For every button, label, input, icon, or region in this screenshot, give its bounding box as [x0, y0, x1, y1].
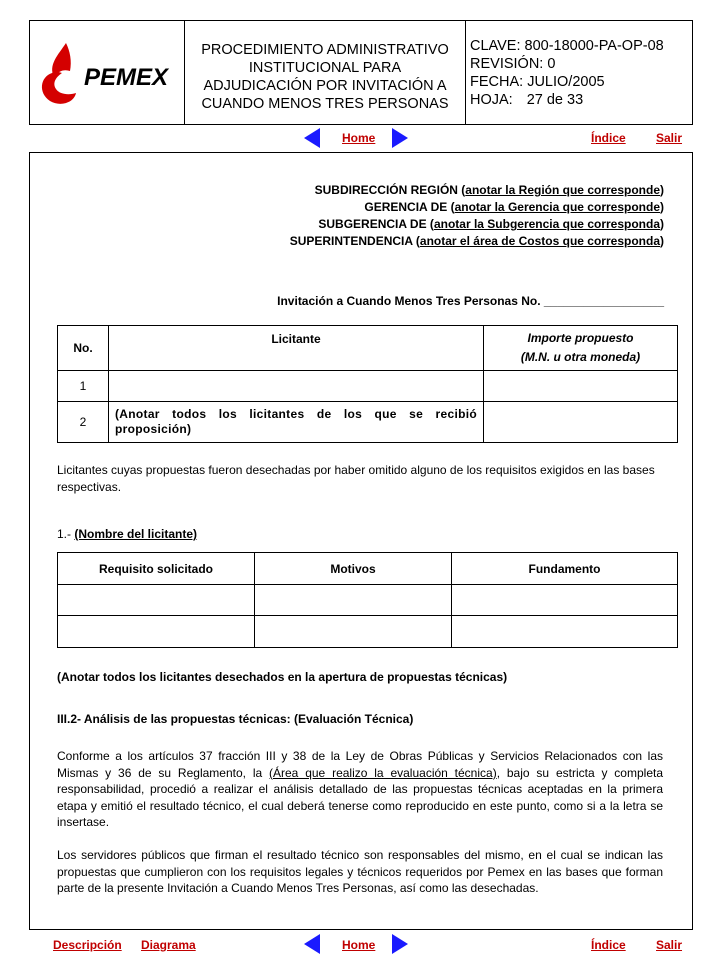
- org-line-gerencia: GERENCIA DE (anotar la Gerencia que corresponde): [364, 200, 664, 214]
- anotar-desechados: (Anotar todos los licitantes desechados en la apertura de propuestas técnicas): [57, 670, 508, 684]
- clave: CLAVE: 800-18000-PA-OP-08: [470, 38, 664, 54]
- col-licitante-header: Licitante: [109, 326, 484, 371]
- row1-licitante: [109, 371, 484, 402]
- col-importe-header: [484, 326, 678, 371]
- paragraph-1: Conforme a los artículos 37 fracción III y 38 de la Ley de Obras Públicas y Servicios Relacionados con las Mismas y 36 de su Reglamento, la (Área que realizo la evaluación técnica), bajo su estricta y completa responsabilidad, procedió a realizar el análisis detallado de las propuestas técnicas aceptadas en la primera etapa y emitió el resultado técnico, el cual deberá tenerse como reproducido en este punto, como si a la letra se insertase.: [57, 749, 664, 829]
- next-arrow-bottom-icon[interactable]: [390, 933, 410, 955]
- pemex-eagle-icon: [30, 21, 184, 124]
- pemex-wordmark: PEMEX: [84, 64, 169, 91]
- org-lines: [160, 182, 664, 250]
- org-line-subdireccion: SUBDIRECCIÓN REGIÓN (anotar la Región que corresponde): [314, 183, 664, 197]
- indice-link-bottom[interactable]: Índice: [591, 938, 626, 952]
- document-header: [29, 20, 693, 125]
- row2-importe: [484, 402, 678, 443]
- table-row: [58, 402, 678, 443]
- item-1-name: (Nombre del licitante): [74, 527, 198, 541]
- revision: REVISIÓN: 0: [470, 56, 556, 72]
- prev-arrow-icon[interactable]: [302, 127, 322, 149]
- pemex-logo: [30, 21, 185, 124]
- item-1: [57, 527, 197, 541]
- document-info: [470, 37, 664, 109]
- title-line-2: INSTITUCIONAL PARA: [248, 59, 402, 76]
- prev-arrow-bottom-icon[interactable]: [302, 933, 322, 955]
- row1-importe: [484, 371, 678, 402]
- paragraph-2: Los servidores públicos que firman el resultado técnico son responsables del mismo, en el cual se indican las propuestas que cumplieron con los requisitos legales y técnicos requeridos por Pemex en las bases que forman parte de la presente Invitación a Cuando Menos Tres Personas, así como las desechadas.: [57, 848, 663, 895]
- title-line-4: CUANDO MENOS TRES PERSONAS: [201, 95, 449, 112]
- title-line-3: ADJUDICACIÓN POR INVITACIÓN A: [203, 77, 447, 94]
- table-row: [58, 616, 678, 648]
- table-header-row: [58, 326, 678, 371]
- procedure-title: [185, 21, 466, 124]
- indice-link-top[interactable]: Índice: [591, 131, 626, 145]
- row1-no: 1: [58, 371, 109, 402]
- home-link-top[interactable]: Home: [342, 131, 376, 145]
- desechadas-text: Licitantes cuyas propuestas fueron desechadas por haber omitido alguno de los requisitos exigidos en las bases respectivas.: [57, 463, 655, 494]
- col-requisito-header: Requisito solicitado: [58, 553, 255, 585]
- hoja-value: 27 de 33: [526, 92, 584, 108]
- importe-line-2: (M.N. u otra moneda): [520, 350, 641, 364]
- row2-no: 2: [58, 402, 109, 443]
- col-no-header: No.: [58, 326, 109, 371]
- salir-link-bottom[interactable]: Salir: [656, 938, 683, 952]
- title-line-1: PROCEDIMIENTO ADMINISTRATIVO: [201, 41, 449, 58]
- section-heading: III.2- Análisis de las propuestas técnicas: (Evaluación Técnica): [57, 712, 414, 726]
- org-line-subgerencia: SUBGERENCIA DE (anotar la Subgerencia que corresponda): [318, 217, 664, 231]
- org-line-superintendencia: SUPERINTENDENCIA (anotar el área de Costos que corresponda): [289, 234, 664, 248]
- diagrama-link[interactable]: Diagrama: [141, 938, 196, 952]
- col-motivos-header: Motivos: [255, 553, 452, 585]
- home-link-bottom[interactable]: Home: [342, 938, 376, 952]
- row2-licitante: (Anotar todos los licitantes de los que se recibió proposición): [109, 402, 484, 443]
- descripcion-link[interactable]: Descripción: [53, 938, 122, 952]
- table-row: [58, 585, 678, 616]
- col-fundamento-header: Fundamento: [452, 553, 678, 585]
- importe-line-1: Importe propuesto: [527, 331, 634, 345]
- requisitos-table: [57, 552, 678, 648]
- salir-link-top[interactable]: Salir: [656, 131, 683, 145]
- table-header-row: [58, 553, 678, 585]
- invitacion-number: Invitación a Cuando Menos Tres Personas No. __________________: [277, 294, 664, 308]
- hoja: [470, 91, 664, 109]
- table-row: [58, 371, 678, 402]
- hoja-label: HOJA:: [470, 92, 513, 108]
- fecha: FECHA: JULIO/2005: [470, 74, 605, 90]
- item-1-number: 1.-: [57, 527, 75, 541]
- next-arrow-icon[interactable]: [390, 127, 410, 149]
- licitantes-table: [57, 325, 678, 443]
